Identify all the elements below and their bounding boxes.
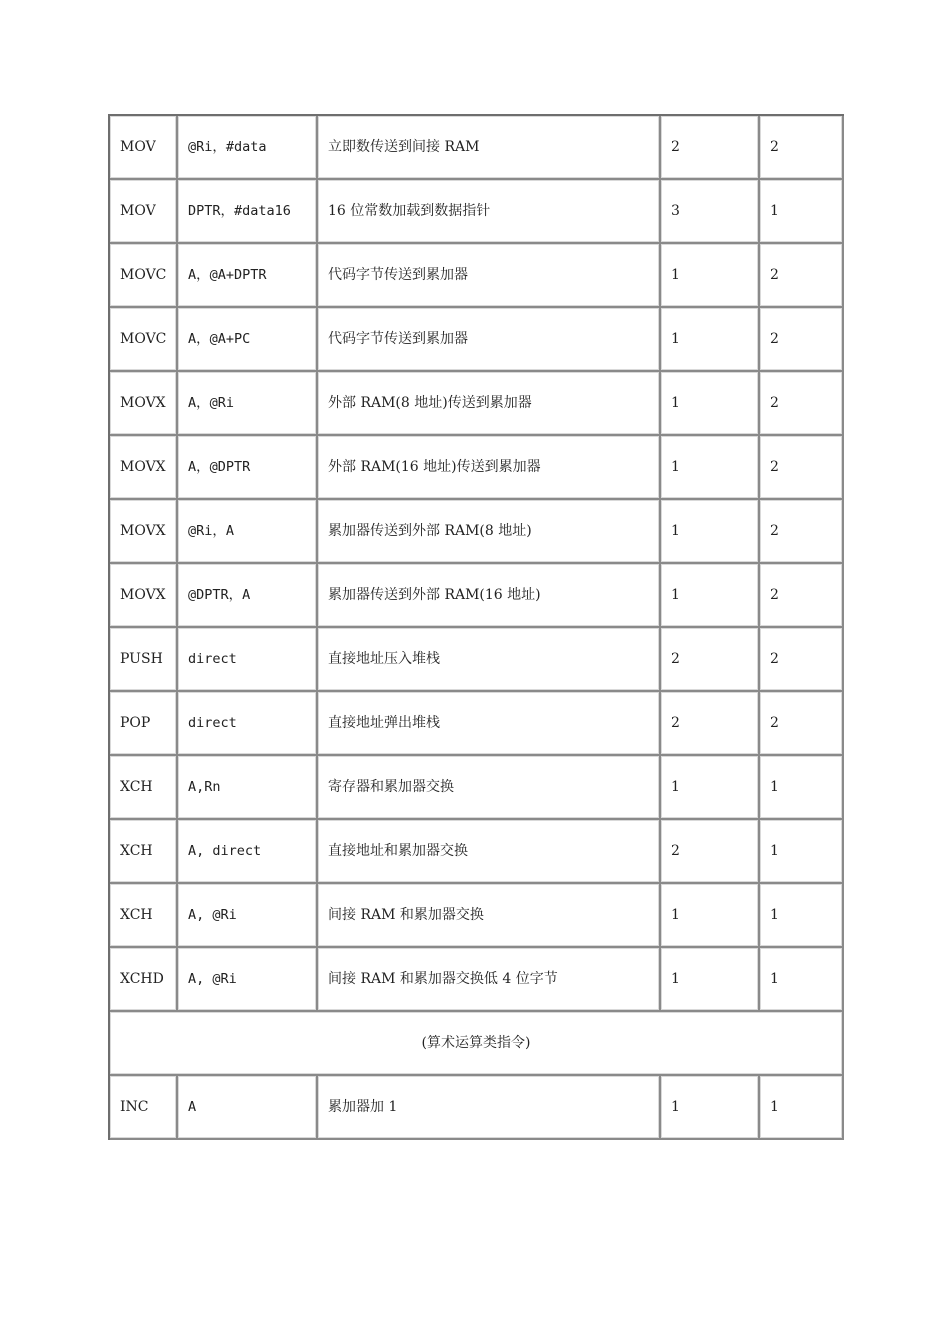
operand-cell: A，@DPTR [178,436,318,500]
cycles-cell: 1 [760,884,844,948]
operand-cell: A [178,1076,318,1140]
operand-cell: DPTR，#data16 [178,180,318,244]
table-row [110,628,844,692]
section-heading: (算术运算类指令) [110,1012,844,1076]
mnemonic-cell: MOVX [110,500,178,564]
bytes-cell: 1 [661,244,760,308]
description-cell: 外部 RAM(8 地址)传送到累加器 [318,372,661,436]
bytes-cell: 2 [661,820,760,884]
mnemonic-cell: MOVX [110,436,178,500]
table-row [110,756,844,820]
mnemonic-cell: XCH [110,756,178,820]
operand-cell: A,Rn [178,756,318,820]
mnemonic-cell: MOVC [110,244,178,308]
cycles-cell: 2 [760,692,844,756]
table-row [110,372,844,436]
table-row [110,820,844,884]
bytes-cell: 2 [661,692,760,756]
mnemonic-cell: INC [110,1076,178,1140]
table-row [110,692,844,756]
cycles-cell: 1 [760,948,844,1012]
table-row [110,180,844,244]
mnemonic-cell: XCH [110,884,178,948]
mnemonic-cell: MOVX [110,372,178,436]
operand-cell: direct [178,692,318,756]
table-row [110,500,844,564]
mnemonic-cell: MOVX [110,564,178,628]
operand-cell: A, @Ri [178,948,318,1012]
table-row [110,884,844,948]
mnemonic-cell: XCH [110,820,178,884]
cycles-cell: 2 [760,116,844,180]
description-cell: 累加器传送到外部 RAM(8 地址) [318,500,661,564]
description-cell: 直接地址弹出堆栈 [318,692,661,756]
mnemonic-cell: MOV [110,180,178,244]
operand-cell: direct [178,628,318,692]
bytes-cell: 1 [661,1076,760,1140]
description-cell: 累加器加 1 [318,1076,661,1140]
operand-cell: A, direct [178,820,318,884]
operand-cell: @Ri，#data [178,116,318,180]
mnemonic-cell: XCHD [110,948,178,1012]
bytes-cell: 1 [661,564,760,628]
cycles-cell: 1 [760,756,844,820]
bytes-cell: 1 [661,500,760,564]
description-cell: 累加器传送到外部 RAM(16 地址) [318,564,661,628]
bytes-cell: 2 [661,116,760,180]
cycles-cell: 2 [760,308,844,372]
description-cell: 代码字节传送到累加器 [318,244,661,308]
mnemonic-cell: MOV [110,116,178,180]
section-row [110,1012,844,1076]
operand-cell: A，@A+PC [178,308,318,372]
mnemonic-cell: PUSH [110,628,178,692]
operand-cell: A，@Ri [178,372,318,436]
cycles-cell: 1 [760,1076,844,1140]
operand-cell: @Ri，A [178,500,318,564]
table-row [110,308,844,372]
description-cell: 直接地址和累加器交换 [318,820,661,884]
description-cell: 代码字节传送到累加器 [318,308,661,372]
mnemonic-cell: POP [110,692,178,756]
table-row [110,948,844,1012]
cycles-cell: 2 [760,628,844,692]
description-cell: 16 位常数加载到数据指针 [318,180,661,244]
instruction-table [108,114,844,1140]
table-row [110,244,844,308]
bytes-cell: 1 [661,436,760,500]
cycles-cell: 2 [760,564,844,628]
cycles-cell: 2 [760,372,844,436]
description-cell: 寄存器和累加器交换 [318,756,661,820]
cycles-cell: 2 [760,436,844,500]
operand-cell: A, @Ri [178,884,318,948]
bytes-cell: 1 [661,948,760,1012]
bytes-cell: 1 [661,884,760,948]
operand-cell: A，@A+DPTR [178,244,318,308]
table-row [110,564,844,628]
description-cell: 外部 RAM(16 地址)传送到累加器 [318,436,661,500]
bytes-cell: 2 [661,628,760,692]
description-cell: 间接 RAM 和累加器交换 [318,884,661,948]
cycles-cell: 2 [760,244,844,308]
table-row [110,1076,844,1140]
bytes-cell: 1 [661,756,760,820]
operand-cell: @DPTR，A [178,564,318,628]
cycles-cell: 1 [760,820,844,884]
table-row [110,436,844,500]
description-cell: 间接 RAM 和累加器交换低 4 位字节 [318,948,661,1012]
description-cell: 直接地址压入堆栈 [318,628,661,692]
bytes-cell: 1 [661,372,760,436]
description-cell: 立即数传送到间接 RAM [318,116,661,180]
table-row [110,116,844,180]
mnemonic-cell: MOVC [110,308,178,372]
cycles-cell: 2 [760,500,844,564]
bytes-cell: 1 [661,308,760,372]
bytes-cell: 3 [661,180,760,244]
cycles-cell: 1 [760,180,844,244]
